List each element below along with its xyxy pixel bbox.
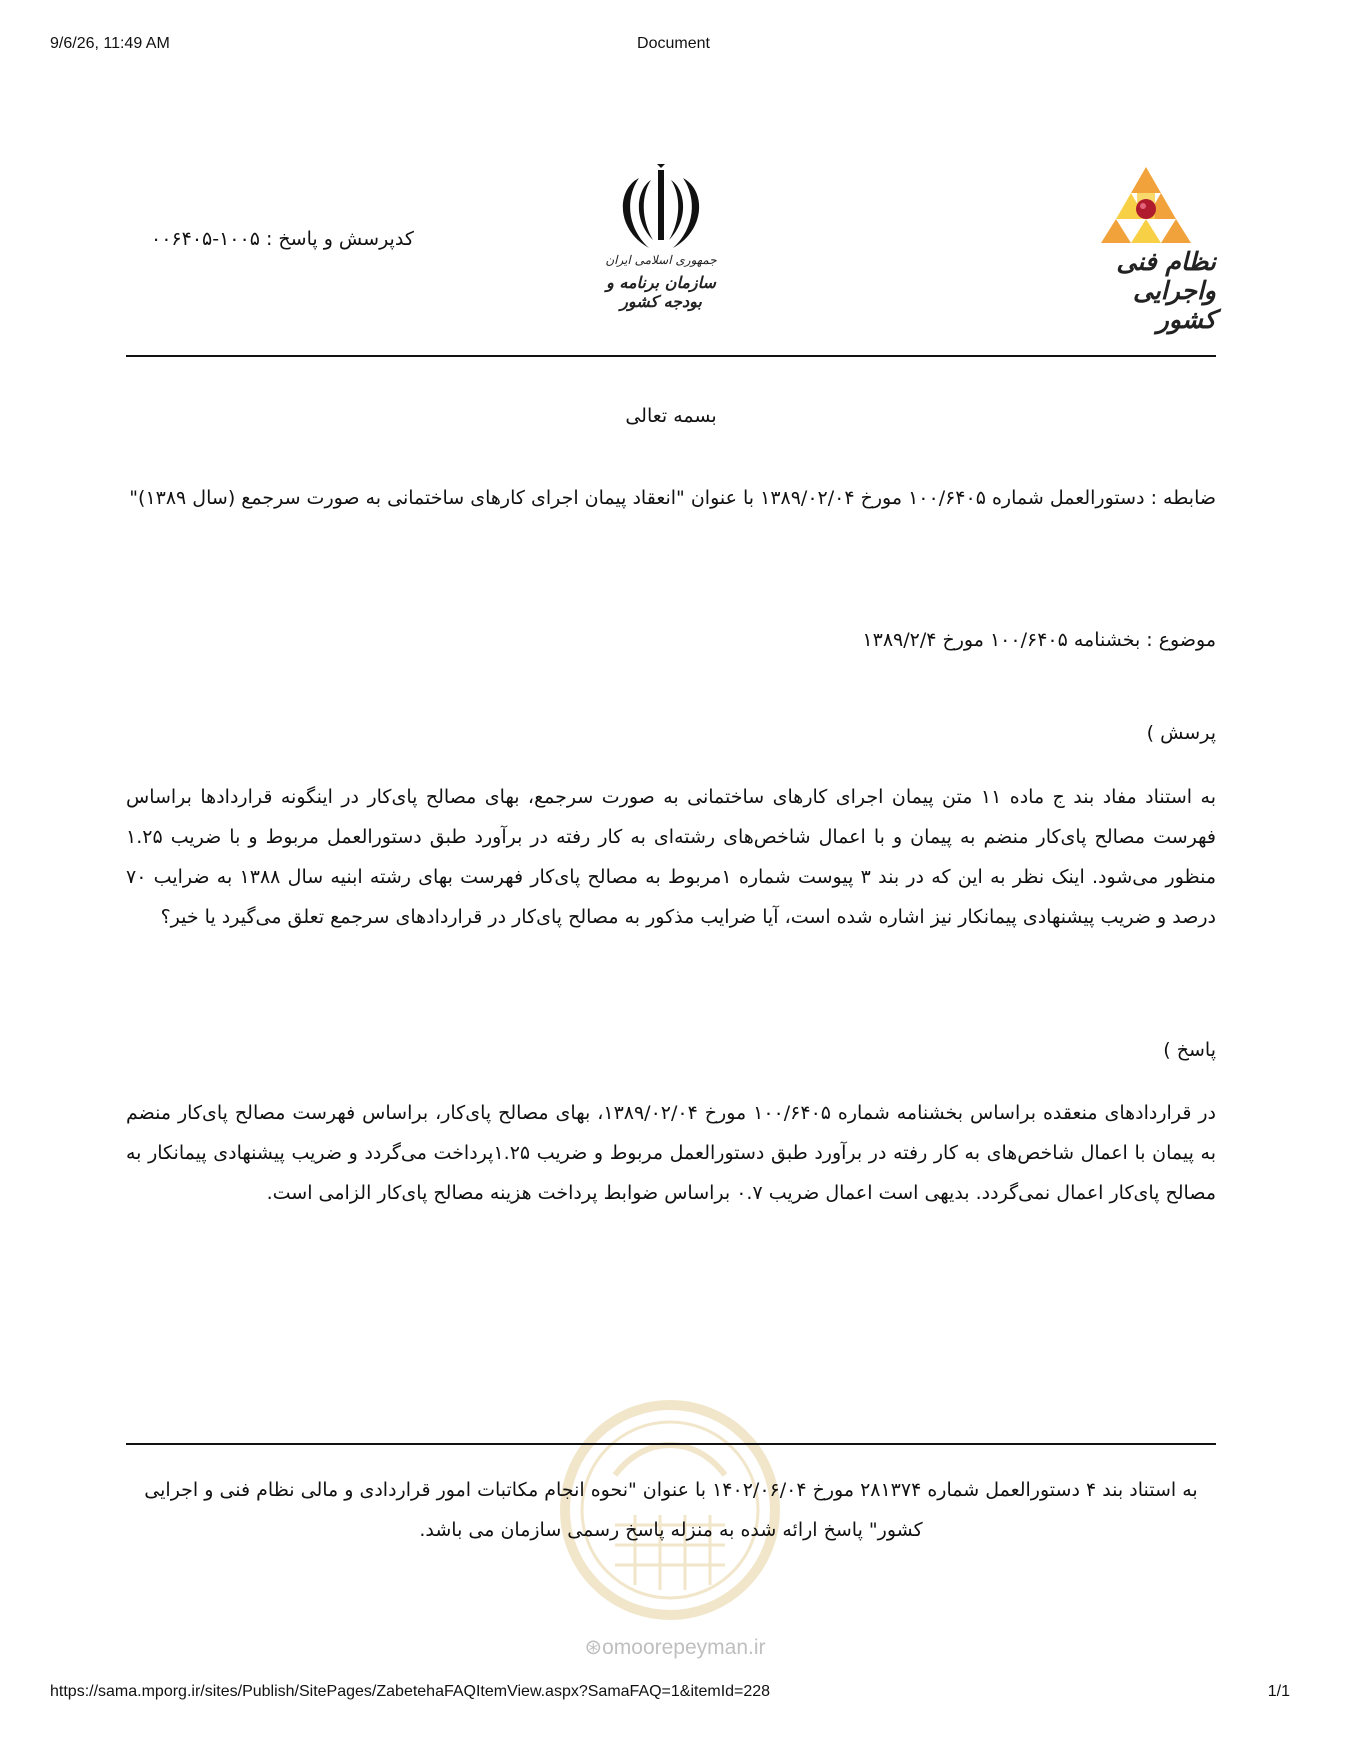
faq-code-label: کدپرسش و پاسخ :: [265, 228, 414, 250]
answer-text: در قراردادهای منعقده براساس بخشنامه شماره ۱۰۰/۶۴۰۵ مورخ ۱۳۸۹/۰۲/۰۴، بهای مصالح پای‌کار، براساس فهرست مصالح پای‌کار منضم به پیمان با اعمال شاخص‌های به کار رفته در برآورد طبق دستورالعمل مربوط و ضریب ۱.۲۵پرداخت می‌گردد و ضریب پیشنهادی پیمانکار به مصالح پای‌کار اعمال نمی‌گردد. بدیهی است اعمال ضریب ۰.۷ براساس ضوابط پرداخت هزینه مصالح پای‌کار الزامی است.: [126, 1102, 1216, 1204]
emblem-caption-organization: سازمان برنامه و بودجه کشور: [606, 273, 716, 311]
print-datetime: 9/6/26, 11:49 AM: [50, 35, 170, 52]
subject-line: موضوع : بخشنامه ۱۰۰/۶۴۰۵ مورخ ۱۳۸۹/۲/۴: [862, 629, 1216, 651]
print-url[interactable]: https://sama.mporg.ir/sites/Publish/SitePages/ZabetehaFAQItemView.aspx?SamaFAQ=1&itemId=228: [50, 1683, 771, 1700]
directive-line: ضابطه : دستورالعمل شماره ۱۰۰/۶۴۰۵ مورخ ۱۳۸۹/۰۲/۰۴ با عنوان "انعقاد پیمان اجرای کارهای ساختمانی به صورت سرجمع (سال ۱۳۸۹)": [129, 487, 1216, 509]
faq-code: [151, 228, 414, 250]
iran-emblem-icon: [611, 160, 711, 255]
technical-system-logo-icon: [1101, 165, 1191, 245]
faq-code-value: ۰۰۶۴۰۵-۱۰۰۵: [151, 228, 260, 250]
print-page-number: 1/1: [1267, 1683, 1290, 1700]
footer-divider: [126, 1443, 1216, 1445]
print-title: Document: [637, 35, 710, 52]
footnote: به استناد بند ۴ دستورالعمل شماره ۲۸۱۳۷۴ مورخ ۱۴۰۲/۰۶/۰۴ با عنوان "نحوه انجام مکاتبات امور قراردادی و مالی نظام فنی و اجرایی کشور" پاسخ ارائه شده به منزله پاسخ رسمی سازمان می باشد.: [144, 1479, 1198, 1541]
org-logo: [1066, 165, 1216, 334]
letterhead: [126, 150, 1216, 334]
question-text: به استناد مفاد بند ج ماده ۱۱ متن پیمان اجرای کارهای ساختمانی به صورت سرجمع، بهای مصالح پای‌کار در اینگونه قراردادها براساس فهرست مصالح پای‌کار منضم به پیمان و با اعمال شاخص‌های رشته‌ای به کار رفته در برآورد طبق دستورالعمل مربوط و با ضریب ۱.۲۵ منظور می‌شود. اینک نظر به این که در بند ۳ پیوست شماره ۱مربوط به مصالح پای‌کار فهرست بهای رشته ابنیه سال ۱۳۸۸ به ضرایب ۷۰ درصد و ضریب پیشنهادی پیمانکار نیز اشاره شده است، آیا ضرایب مذکور به مصالح پای‌کار در قراردادهای سرجمع تعلق می‌گیرد یا خیر؟: [126, 786, 1217, 928]
print-header: [0, 35, 1347, 57]
question-heading: پرسش ): [1146, 722, 1216, 744]
emblem-caption-republic: جمهوری اسلامی ایران: [605, 253, 717, 267]
header-divider: [126, 355, 1216, 357]
org-logo-text: نظام فنی واجرایی کشور: [1116, 247, 1216, 334]
answer-heading: پاسخ ): [1163, 1039, 1216, 1061]
bismillah: بسمه تعالی: [625, 405, 717, 427]
print-footer: [0, 1683, 1347, 1705]
watermark-site: ⊛omoorepeyman.ir: [584, 1636, 766, 1659]
emblem: [596, 160, 726, 310]
